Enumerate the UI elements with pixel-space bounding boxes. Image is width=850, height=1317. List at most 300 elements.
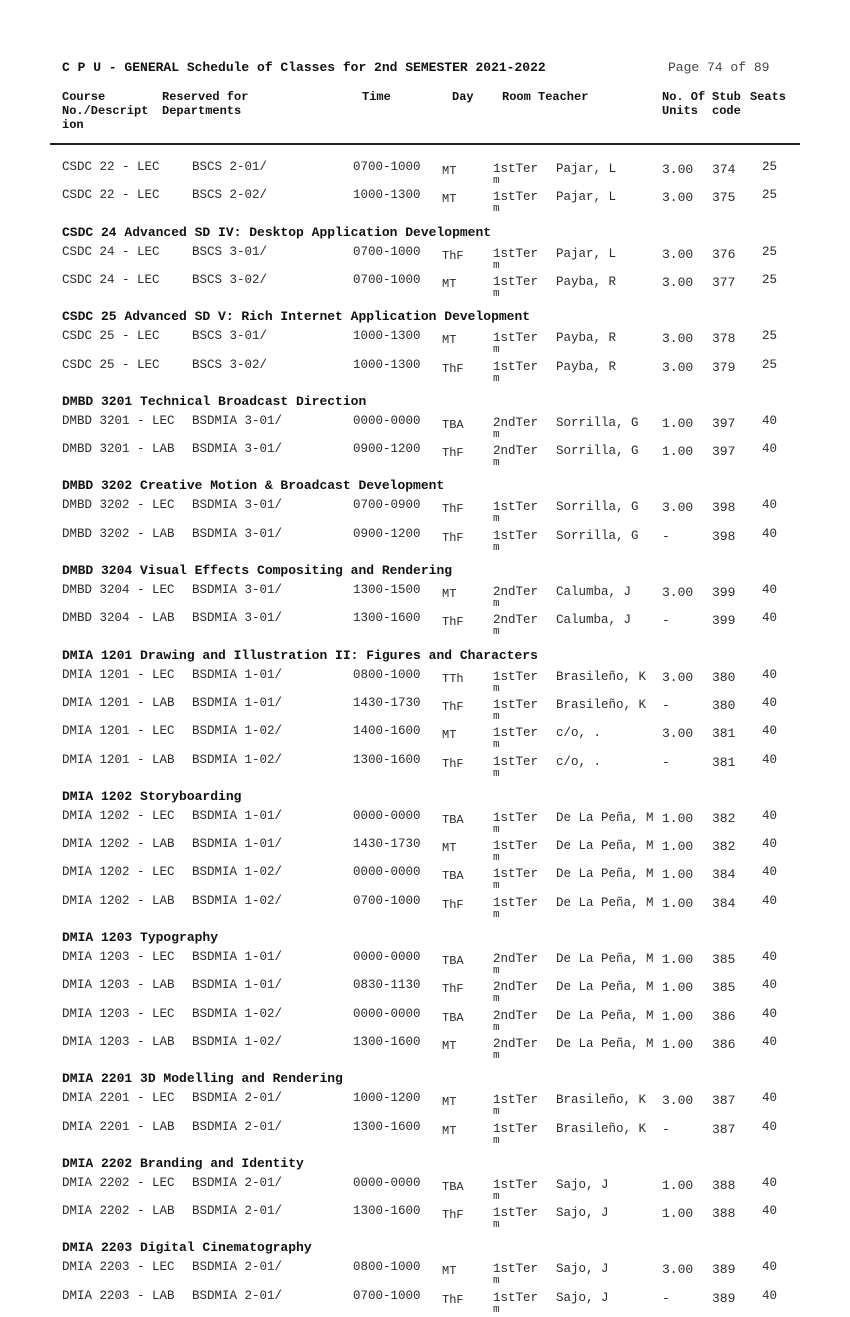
class-day: ThF (442, 361, 464, 376)
seats: 40 (762, 526, 778, 541)
room-suffix: m (493, 965, 500, 977)
stub-code: 382 (712, 810, 736, 826)
class-time: 0700-0900 (353, 498, 421, 513)
teacher: Sajo, J (556, 1206, 609, 1221)
units: 1.00 (662, 444, 694, 460)
course-section-title: DMIA 2201 3D Modelling and Rendering (62, 1071, 343, 1087)
course-code: DMBD 3202 - LEC (62, 498, 175, 513)
teacher: Pajar, L (556, 162, 617, 176)
room: 2ndTer (493, 415, 539, 430)
course-code: DMBD 3201 - LAB (62, 442, 175, 457)
units: 1.00 (662, 895, 694, 911)
class-time: 0000-0000 (353, 1175, 421, 1190)
table-row (0, 696, 850, 724)
seats: 40 (762, 611, 778, 626)
seats: 40 (762, 695, 778, 710)
class-time: 0900-1200 (353, 442, 421, 457)
table-row (0, 1035, 850, 1063)
room: 1stTer (493, 500, 539, 515)
teacher: De La Peña, M (556, 1008, 654, 1023)
table-row (0, 527, 850, 555)
class-day: TBA (442, 812, 464, 827)
table-row (0, 978, 850, 1006)
course-code: DMIA 1203 - LEC (62, 1006, 175, 1021)
class-time: 0700-1000 (353, 272, 421, 287)
room-suffix: m (493, 428, 500, 441)
seats: 25 (762, 244, 778, 259)
teacher: Sajo, J (556, 1290, 609, 1305)
room-suffix: m (493, 852, 500, 865)
room: 1stTer (493, 895, 539, 910)
course-code: DMIA 1201 - LEC (62, 667, 175, 682)
room: 2ndTer (493, 613, 539, 628)
teacher: Brasileño, K (556, 697, 647, 712)
units: 1.00 (662, 415, 694, 431)
table-row (0, 753, 850, 781)
stub-code: 384 (712, 895, 736, 911)
reserved-department: BSDMIA 1-01/ (192, 808, 283, 823)
reserved-department: BSCS 3-02/ (192, 272, 268, 287)
units: 1.00 (662, 839, 694, 855)
course-code: DMIA 1202 - LAB (62, 893, 175, 908)
stub-code: 385 (712, 952, 736, 967)
table-row (0, 414, 850, 442)
units: 3.00 (662, 359, 694, 375)
table-row (0, 498, 850, 526)
course-code: CSDC 24 - LEC (62, 272, 160, 287)
course-code: CSDC 25 - LEC (62, 329, 160, 344)
units: 3.00 (662, 669, 694, 685)
class-time: 1300-1600 (353, 1119, 421, 1134)
room-suffix: m (493, 1219, 500, 1232)
course-section-title: DMBD 3204 Visual Effects Compositing and Rendering (62, 563, 453, 578)
class-day: TBA (442, 1010, 464, 1025)
col-reserved: Reserved for Departments (162, 90, 249, 118)
room-suffix: m (493, 203, 500, 216)
reserved-department: BSCS 3-01/ (192, 244, 268, 259)
class-day: ThF (442, 446, 464, 461)
room: 1stTer (493, 1290, 539, 1305)
seats: 25 (762, 188, 778, 203)
class-day: TBA (442, 869, 464, 884)
table-row (0, 583, 850, 611)
table-row (0, 611, 850, 639)
teacher: c/o, . (556, 726, 602, 741)
room-suffix: m (493, 682, 500, 695)
reserved-department: BSCS 2-01/ (192, 160, 268, 174)
room: 1stTer (493, 1206, 539, 1221)
seats: 25 (762, 272, 778, 287)
class-day: MT (442, 1038, 457, 1053)
table-row (0, 1176, 850, 1204)
course-code: DMIA 1202 - LEC (62, 808, 175, 823)
units: 1.00 (662, 1206, 694, 1222)
room: 2ndTer (493, 980, 539, 995)
room-suffix: m (493, 513, 500, 526)
course-code: DMBD 3204 - LAB (62, 611, 175, 626)
class-time: 0830-1130 (353, 978, 421, 993)
seats: 40 (762, 413, 778, 428)
seats: 40 (762, 724, 778, 739)
course-code: DMIA 2203 - LAB (62, 1288, 175, 1303)
room: 1stTer (493, 839, 539, 854)
course-section-title: CSDC 24 Advanced SD IV: Desktop Application Development (62, 224, 492, 240)
seats: 40 (762, 893, 778, 908)
course-code: DMBD 3202 - LAB (62, 526, 175, 541)
class-day: TBA (442, 417, 464, 432)
room: 1stTer (493, 246, 539, 261)
teacher: De La Peña, M (556, 839, 654, 854)
room-suffix: m (493, 739, 500, 752)
course-code: DMIA 2201 - LAB (62, 1119, 175, 1134)
room: 1stTer (493, 1177, 539, 1192)
course-code: CSDC 24 - LEC (62, 244, 160, 259)
table-row (0, 358, 850, 386)
course-code: DMIA 2202 - LEC (62, 1175, 175, 1190)
course-code: DMIA 2203 - LEC (62, 1260, 175, 1275)
reserved-department: BSDMIA 2-01/ (192, 1204, 283, 1219)
stub-code: 399 (712, 585, 736, 600)
teacher: Calumba, J (556, 585, 632, 599)
room-suffix: m (493, 1303, 500, 1316)
units: 3.00 (662, 331, 694, 347)
reserved-department: BSDMIA 1-02/ (192, 1006, 283, 1021)
page-number: Page 74 of 89 (668, 60, 770, 75)
stub-code: 388 (712, 1206, 736, 1222)
course-code: DMIA 1203 - LAB (62, 1034, 175, 1049)
stub-code: 379 (712, 359, 736, 375)
class-day: ThF (442, 248, 464, 263)
course-code: DMIA 1203 - LEC (62, 950, 175, 964)
reserved-department: BSDMIA 1-01/ (192, 837, 283, 852)
reserved-department: BSDMIA 3-01/ (192, 413, 283, 428)
col-room-teacher: Room Teacher (502, 90, 589, 104)
teacher: De La Peña, M (556, 895, 654, 910)
teacher: De La Peña, M (556, 867, 654, 882)
teacher: Pajar, L (556, 246, 617, 261)
units: 1.00 (662, 980, 694, 996)
room-suffix: m (493, 1275, 500, 1288)
teacher: Payba, R (556, 274, 617, 289)
class-day: MT (442, 587, 457, 601)
units: 1.00 (662, 952, 694, 967)
stub-code: 382 (712, 839, 736, 855)
seats: 40 (762, 1288, 778, 1303)
class-day: MT (442, 1123, 457, 1138)
room-suffix: m (493, 287, 500, 300)
seats: 40 (762, 583, 778, 597)
class-time: 1000-1200 (353, 1091, 421, 1106)
teacher: Sajo, J (556, 1262, 609, 1277)
units: 3.00 (662, 500, 694, 516)
table-row (0, 1007, 850, 1035)
room: 2ndTer (493, 1036, 539, 1051)
reserved-department: BSDMIA 3-01/ (192, 442, 283, 457)
room-suffix: m (493, 1106, 500, 1119)
seats: 40 (762, 1006, 778, 1021)
seats: 25 (762, 357, 778, 372)
room-suffix: m (493, 372, 500, 385)
teacher: Sorrilla, G (556, 444, 639, 459)
room-suffix: m (493, 541, 500, 554)
table-row (0, 1120, 850, 1148)
seats: 40 (762, 1175, 778, 1190)
course-section-title: DMIA 2202 Branding and Identity (62, 1155, 304, 1171)
room: 2ndTer (493, 444, 539, 459)
class-time: 1300-1500 (353, 583, 421, 597)
col-units: No. Of Units (662, 90, 706, 118)
table-row (0, 245, 850, 273)
reserved-department: BSDMIA 1-02/ (192, 865, 283, 880)
class-time: 0700-1000 (353, 244, 421, 259)
stub-code: 397 (712, 444, 736, 460)
teacher: Sorrilla, G (556, 415, 639, 430)
class-time: 0000-0000 (353, 808, 421, 823)
stub-code: 384 (712, 867, 736, 883)
course-code: DMIA 1201 - LEC (62, 724, 175, 739)
teacher: Pajar, L (556, 190, 617, 205)
course-code: DMBD 3204 - LEC (62, 583, 175, 597)
room: 1stTer (493, 162, 539, 176)
teacher: Brasileño, K (556, 1093, 647, 1108)
teacher: Payba, R (556, 331, 617, 346)
course-section-title: DMIA 2203 Digital Cinematography (62, 1240, 312, 1256)
seats: 40 (762, 498, 778, 513)
class-time: 0000-0000 (353, 413, 421, 428)
teacher: Sorrilla, G (556, 528, 639, 543)
teacher: Brasileño, K (556, 669, 647, 684)
room-suffix: m (493, 1049, 500, 1062)
table-row (0, 809, 850, 837)
table-row (0, 160, 850, 188)
teacher: De La Peña, M (556, 980, 654, 995)
table-row (0, 329, 850, 357)
stub-code: 389 (712, 1290, 736, 1306)
units: 1.00 (662, 810, 694, 826)
reserved-department: BSCS 3-02/ (192, 357, 268, 372)
course-section-title: DMBD 3202 Creative Motion & Broadcast Development (62, 478, 445, 494)
seats: 40 (762, 1119, 778, 1134)
table-row (0, 1204, 850, 1232)
course-section-title: DMIA 1203 Typography (62, 930, 219, 945)
units: - (662, 528, 670, 544)
reserved-department: BSDMIA 1-01/ (192, 667, 283, 682)
col-time: Time (362, 90, 391, 104)
reserved-department: BSDMIA 1-01/ (192, 950, 283, 964)
class-time: 1430-1730 (353, 695, 421, 710)
units: - (662, 754, 670, 770)
course-code: DMIA 1201 - LAB (62, 695, 175, 710)
room: 1stTer (493, 1262, 539, 1277)
stub-code: 380 (712, 697, 736, 713)
room-suffix: m (493, 259, 500, 272)
room-suffix: m (493, 344, 500, 357)
seats: 40 (762, 667, 778, 682)
room: 1stTer (493, 528, 539, 543)
stub-code: 398 (712, 500, 736, 516)
course-code: CSDC 22 - LEC (62, 188, 160, 203)
units: 3.00 (662, 162, 694, 177)
stub-code: 377 (712, 274, 736, 290)
course-code: DMIA 1202 - LEC (62, 865, 175, 880)
room-suffix: m (493, 823, 500, 836)
course-code: DMIA 1202 - LAB (62, 837, 175, 852)
class-time: 1300-1600 (353, 611, 421, 626)
seats: 40 (762, 978, 778, 993)
seats: 40 (762, 1260, 778, 1275)
reserved-department: BSDMIA 1-01/ (192, 978, 283, 993)
reserved-department: BSDMIA 1-02/ (192, 724, 283, 739)
room: 1stTer (493, 331, 539, 346)
table-row (0, 1289, 850, 1317)
units: 3.00 (662, 246, 694, 262)
reserved-department: BSDMIA 2-01/ (192, 1260, 283, 1275)
table-row (0, 668, 850, 696)
table-row (0, 724, 850, 752)
stub-code: 387 (712, 1093, 736, 1109)
teacher: De La Peña, M (556, 810, 654, 825)
table-row (0, 442, 850, 470)
table-row (0, 865, 850, 893)
stub-code: 385 (712, 980, 736, 996)
room: 1stTer (493, 1093, 539, 1108)
class-time: 0000-0000 (353, 865, 421, 880)
class-day: TBA (442, 954, 464, 968)
units: 1.00 (662, 867, 694, 883)
class-day: TTh (442, 671, 464, 686)
class-day: ThF (442, 1208, 464, 1223)
class-time: 1000-1300 (353, 188, 421, 203)
reserved-department: BSDMIA 1-02/ (192, 752, 283, 767)
seats: 40 (762, 1091, 778, 1106)
reserved-department: BSDMIA 2-01/ (192, 1288, 283, 1303)
reserved-department: BSDMIA 2-01/ (192, 1175, 283, 1190)
table-row (0, 1091, 850, 1119)
class-day: ThF (442, 1292, 464, 1307)
room-suffix: m (493, 880, 500, 893)
course-code: CSDC 22 - LEC (62, 160, 160, 174)
schedule-title: C P U - GENERAL Schedule of Classes for 2nd SEMESTER 2021-2022 (62, 60, 546, 75)
seats: 40 (762, 752, 778, 767)
class-time: 1300-1600 (353, 1204, 421, 1219)
teacher: Calumba, J (556, 613, 632, 628)
units: - (662, 613, 670, 629)
class-day: ThF (442, 982, 464, 997)
class-time: 0000-0000 (353, 950, 421, 964)
class-day: MT (442, 1264, 457, 1279)
teacher: Brasileño, K (556, 1121, 647, 1136)
class-day: ThF (442, 756, 464, 771)
room: 1stTer (493, 754, 539, 769)
teacher: c/o, . (556, 754, 602, 769)
units: 3.00 (662, 726, 694, 742)
room: 2ndTer (493, 1008, 539, 1023)
units: - (662, 1290, 670, 1306)
class-time: 1400-1600 (353, 724, 421, 739)
room-suffix: m (493, 1190, 500, 1203)
class-time: 0700-1000 (353, 160, 421, 174)
class-day: ThF (442, 615, 464, 630)
class-time: 0800-1000 (353, 667, 421, 682)
class-day: ThF (442, 699, 464, 714)
col-seats: Seats (750, 90, 787, 104)
seats: 40 (762, 1204, 778, 1219)
course-code: DMIA 2201 - LEC (62, 1091, 175, 1106)
seats: 40 (762, 808, 778, 823)
units: - (662, 1121, 670, 1137)
seats: 25 (762, 160, 778, 174)
course-section-title: CSDC 25 Advanced SD V: Rich Internet Application Development (62, 309, 531, 325)
room-suffix: m (493, 908, 500, 921)
seats: 40 (762, 442, 778, 457)
room: 1stTer (493, 359, 539, 374)
stub-code: 387 (712, 1121, 736, 1137)
course-code: DMIA 2202 - LAB (62, 1204, 175, 1219)
course-section-title: DMIA 1201 Drawing and Illustration II: Figures and Characters (62, 647, 538, 663)
class-day: MT (442, 164, 457, 178)
units: 1.00 (662, 1177, 694, 1193)
seats: 40 (762, 1034, 778, 1049)
room: 1stTer (493, 867, 539, 882)
units: 3.00 (662, 1093, 694, 1109)
reserved-department: BSDMIA 3-01/ (192, 498, 283, 513)
course-section-title: DMIA 1202 Storyboarding (62, 788, 242, 804)
class-time: 1430-1730 (353, 837, 421, 852)
course-code: DMIA 1201 - LAB (62, 752, 175, 767)
room-suffix: m (493, 626, 500, 639)
stub-code: 399 (712, 613, 736, 629)
course-code: DMBD 3201 - LEC (62, 413, 175, 428)
room-suffix: m (493, 710, 500, 723)
reserved-department: BSDMIA 3-01/ (192, 583, 283, 597)
room-suffix: m (493, 993, 500, 1006)
class-time: 0700-1000 (353, 1288, 421, 1303)
table-row (0, 950, 850, 978)
room: 1stTer (493, 669, 539, 684)
class-time: 1300-1600 (353, 752, 421, 767)
reserved-department: BSCS 2-02/ (192, 188, 268, 203)
class-day: ThF (442, 502, 464, 517)
stub-code: 398 (712, 528, 736, 544)
room: 2ndTer (493, 952, 539, 966)
room: 1stTer (493, 1121, 539, 1136)
stub-code: 397 (712, 415, 736, 431)
stub-code: 381 (712, 726, 736, 742)
seats: 25 (762, 329, 778, 344)
room: 1stTer (493, 190, 539, 205)
room-suffix: m (493, 1021, 500, 1034)
units: 3.00 (662, 274, 694, 290)
units: 1.00 (662, 1036, 694, 1052)
units: - (662, 697, 670, 713)
stub-code: 376 (712, 246, 736, 262)
class-day: ThF (442, 897, 464, 912)
col-day: Day (452, 90, 474, 104)
units: 3.00 (662, 190, 694, 206)
room: 1stTer (493, 810, 539, 825)
room: 1stTer (493, 274, 539, 289)
table-row (0, 1260, 850, 1288)
class-time: 0900-1200 (353, 526, 421, 541)
course-section-title: DMBD 3201 Technical Broadcast Direction (62, 393, 367, 409)
reserved-department: BSDMIA 2-01/ (192, 1091, 283, 1106)
seats: 40 (762, 865, 778, 880)
room: 1stTer (493, 726, 539, 741)
class-time: 0700-1000 (353, 893, 421, 908)
room-suffix: m (493, 457, 500, 470)
room-suffix: m (493, 1134, 500, 1147)
table-row (0, 837, 850, 865)
